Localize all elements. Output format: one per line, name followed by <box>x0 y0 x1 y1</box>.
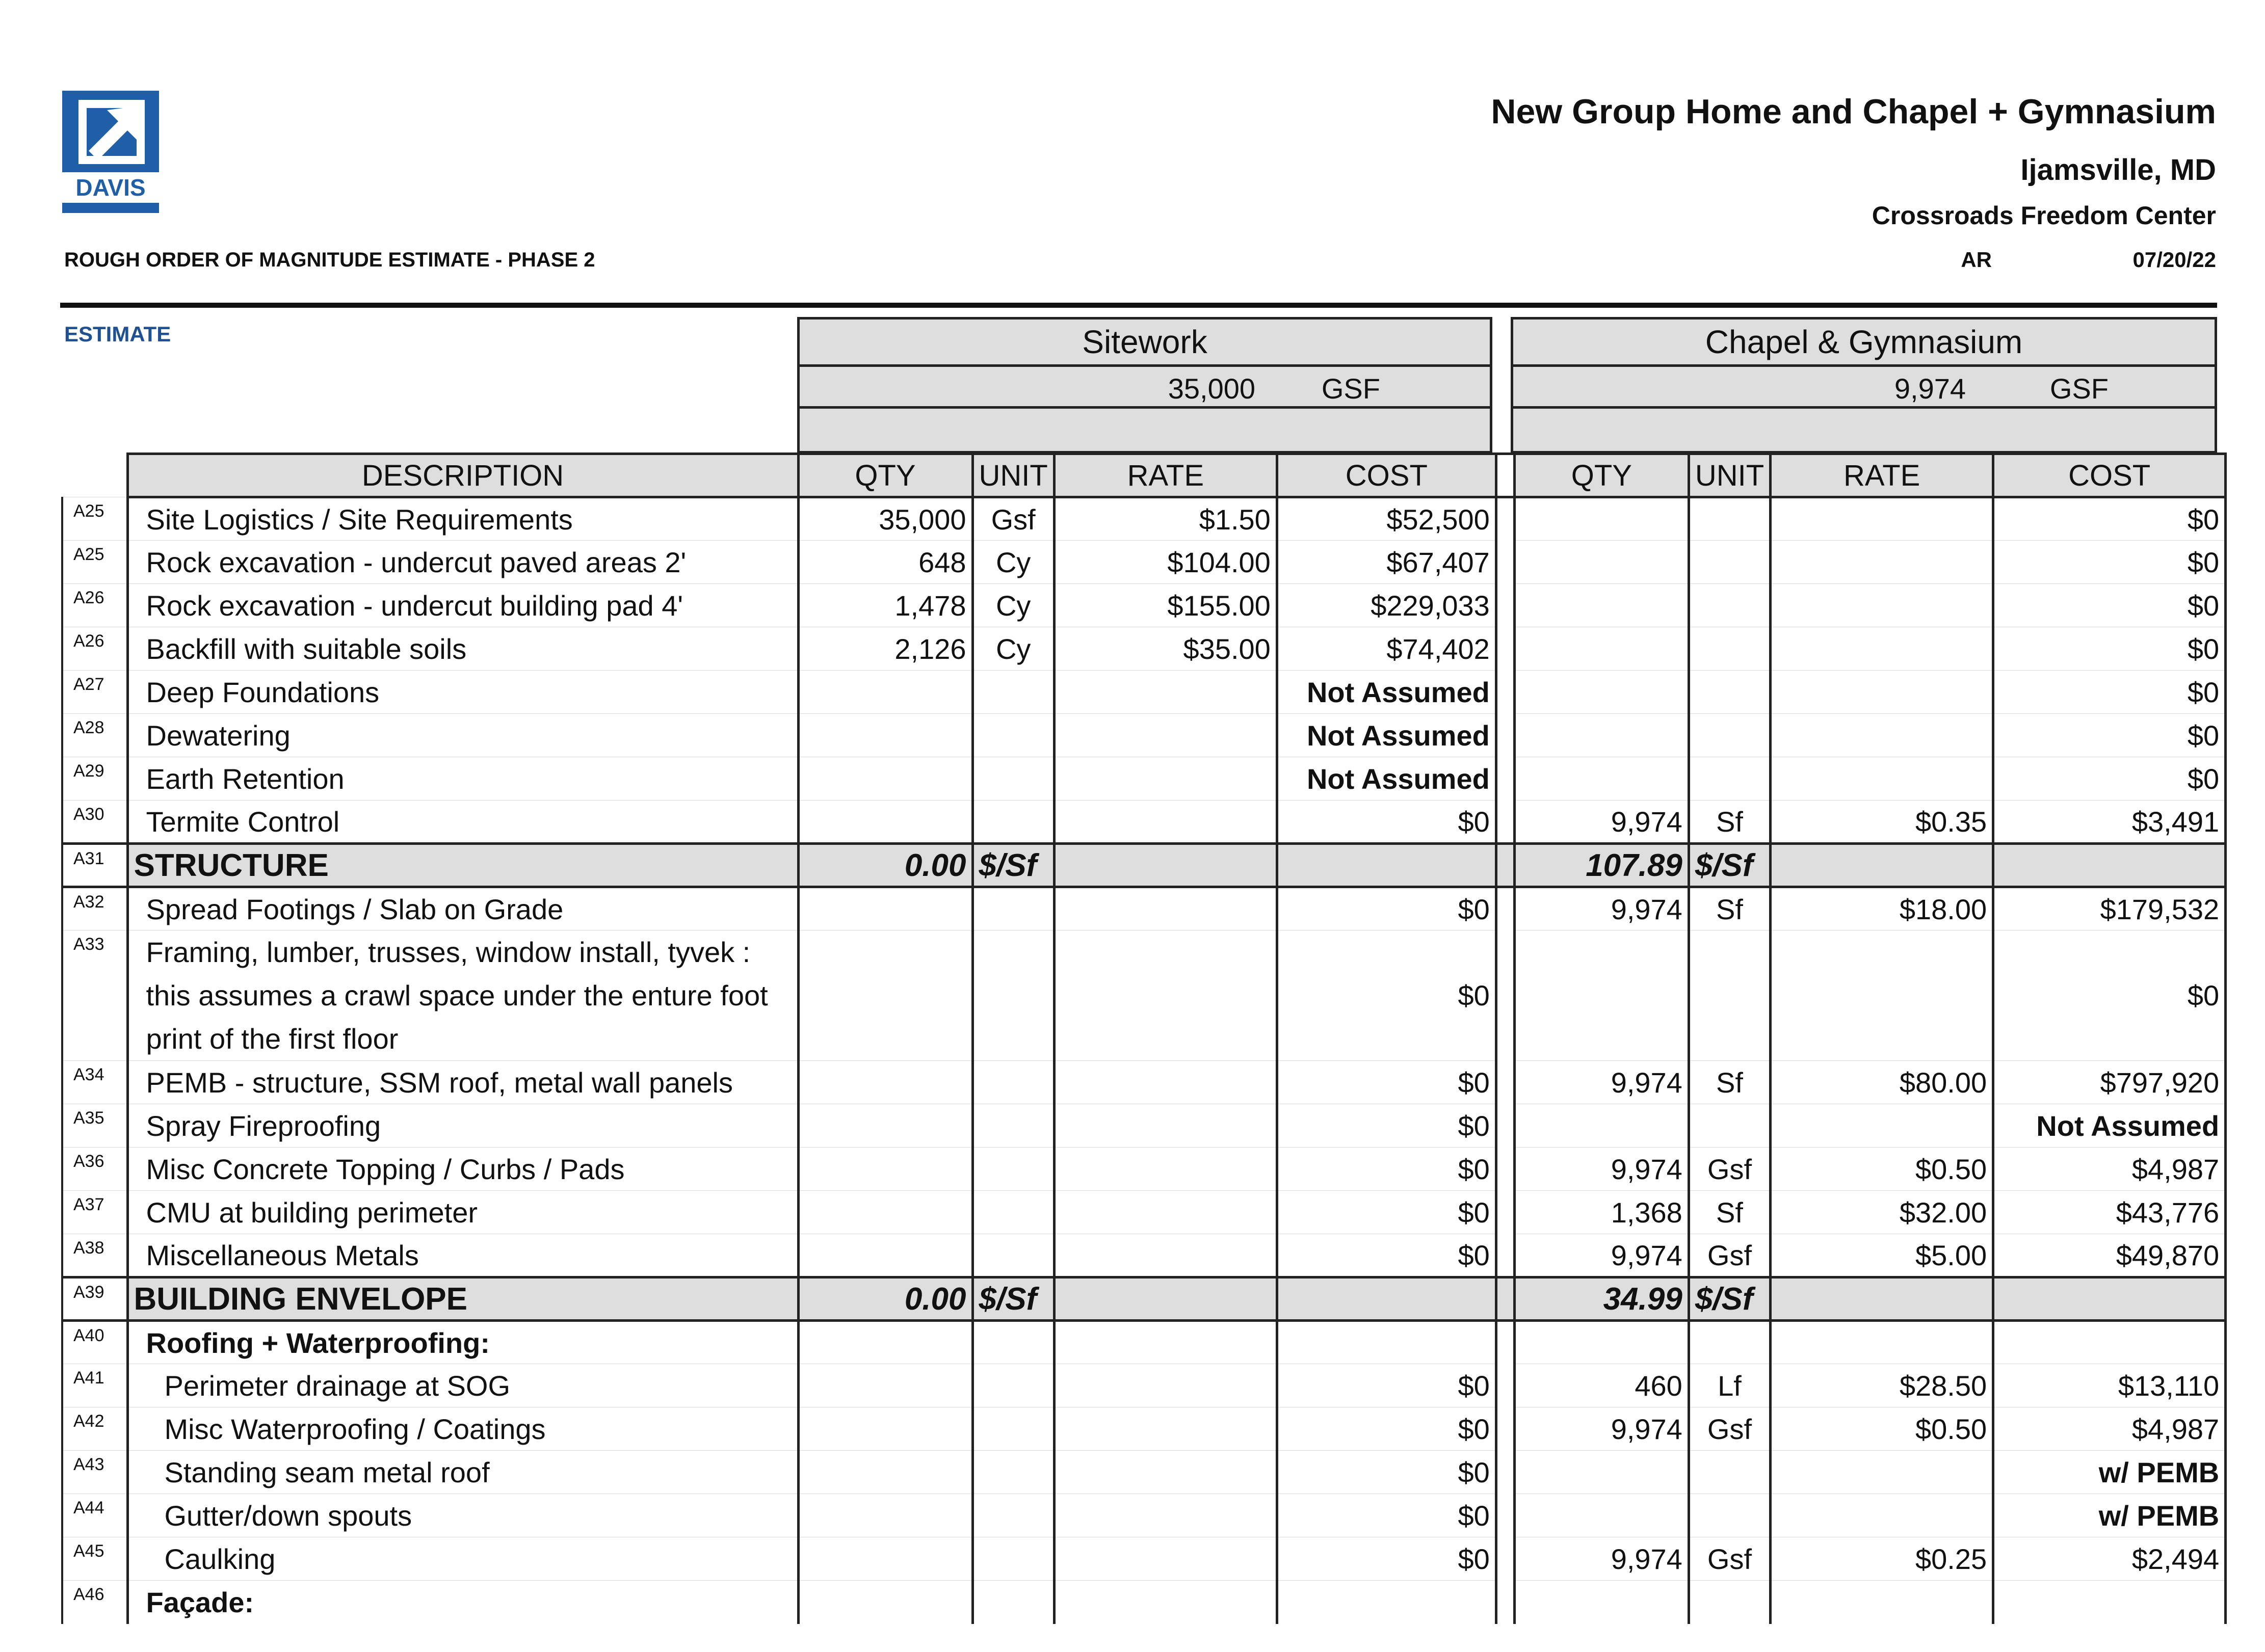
row-description: Earth Retention <box>127 757 798 801</box>
sitework-qty <box>798 887 972 930</box>
row-code: A27 <box>62 671 127 714</box>
chapel-unit <box>1689 757 1770 801</box>
sitework-cost: $0 <box>1277 1537 1496 1581</box>
chapel-cost: $4,987 <box>1993 1148 2226 1191</box>
davis-logo <box>62 91 159 213</box>
sitework-qty-header: QTY <box>798 454 972 497</box>
row-description: Dewatering <box>127 714 798 757</box>
row-code: A26 <box>62 627 127 671</box>
table-row <box>62 1148 2226 1191</box>
sitework-cost: $0 <box>1277 1451 1496 1494</box>
sitework-qty <box>798 1191 972 1234</box>
chapel-qty: 107.89 <box>1514 844 1689 887</box>
chapel-group-title: Chapel & Gymnasium <box>1511 317 2217 367</box>
row-description: Rock excavation - undercut paved areas 2' <box>127 541 798 584</box>
chapel-rate <box>1771 1451 1993 1494</box>
sitework-unit <box>972 1061 1054 1104</box>
chapel-cost: $797,920 <box>1993 1061 2226 1104</box>
chapel-qty <box>1514 671 1689 714</box>
section-row <box>62 844 2226 887</box>
chapel-rate: $5.00 <box>1771 1234 1993 1277</box>
sitework-rate: $155.00 <box>1054 584 1277 627</box>
sitework-rate <box>1054 1061 1277 1104</box>
chapel-cost: w/ PEMB <box>1993 1451 2226 1494</box>
chapel-qty <box>1514 757 1689 801</box>
sitework-unit <box>972 1494 1054 1537</box>
sitework-qty <box>798 1537 972 1581</box>
chapel-qty <box>1514 584 1689 627</box>
chapel-cost: $0 <box>1993 541 2226 584</box>
sitework-qty <box>798 930 972 1061</box>
sitework-area-band <box>797 367 1492 409</box>
chapel-unit <box>1689 584 1770 627</box>
chapel-rate <box>1771 541 1993 584</box>
chapel-area-band <box>1511 367 2217 409</box>
chapel-qty: 9,974 <box>1514 1061 1689 1104</box>
chapel-rate <box>1771 844 1993 887</box>
chapel-unit: Gsf <box>1689 1407 1770 1451</box>
sitework-unit <box>972 1364 1054 1407</box>
sitework-unit: Gsf <box>972 497 1054 541</box>
sitework-qty: 0.00 <box>798 1277 972 1321</box>
chapel-rate <box>1771 1581 1993 1624</box>
sitework-unit <box>972 1581 1054 1624</box>
sitework-qty <box>798 1581 972 1624</box>
sitework-rate <box>1054 1191 1277 1234</box>
sitework-rate <box>1054 1494 1277 1537</box>
chapel-cost: $0 <box>1993 930 2226 1061</box>
sitework-unit: Cy <box>972 627 1054 671</box>
sitework-unit-header: UNIT <box>972 454 1054 497</box>
chapel-unit <box>1689 541 1770 584</box>
sitework-rate <box>1054 757 1277 801</box>
table-row <box>62 757 2226 801</box>
logo-text: DAVIS <box>75 174 146 201</box>
table-row <box>62 671 2226 714</box>
chapel-area: 9,974 <box>1894 372 1966 405</box>
sitework-qty <box>798 1494 972 1537</box>
sitework-rate: $1.50 <box>1054 497 1277 541</box>
sitework-unit <box>972 757 1054 801</box>
table-row <box>62 801 2226 844</box>
chapel-qty-header: QTY <box>1514 454 1689 497</box>
chapel-unit-header: UNIT <box>1689 454 1770 497</box>
row-code: A34 <box>62 1061 127 1104</box>
row-code: A35 <box>62 1104 127 1148</box>
project-title: New Group Home and Chapel + Gymnasium <box>1491 92 2216 131</box>
sitework-qty <box>798 1407 972 1451</box>
row-description: Misc Waterproofing / Coatings <box>127 1407 798 1451</box>
chapel-unit: Sf <box>1689 887 1770 930</box>
chapel-unit <box>1689 1451 1770 1494</box>
table-row <box>62 1537 2226 1581</box>
sitework-cost: $0 <box>1277 930 1496 1061</box>
chapel-rate: $0.35 <box>1771 801 1993 844</box>
row-description: Standing seam metal roof <box>127 1451 798 1494</box>
sitework-rate <box>1054 930 1277 1061</box>
chapel-cost: $0 <box>1993 584 2226 627</box>
row-code: A45 <box>62 1537 127 1581</box>
chapel-rate: $0.50 <box>1771 1407 1993 1451</box>
table-row <box>62 497 2226 541</box>
table-row <box>62 1364 2226 1407</box>
chapel-unit <box>1689 1321 1770 1364</box>
chapel-qty: 9,974 <box>1514 1407 1689 1451</box>
sitework-rate <box>1054 1581 1277 1624</box>
chapel-cost: w/ PEMB <box>1993 1494 2226 1537</box>
sitework-qty: 2,126 <box>798 627 972 671</box>
table-row <box>62 541 2226 584</box>
chapel-qty <box>1514 497 1689 541</box>
chapel-cost: $0 <box>1993 627 2226 671</box>
sitework-qty: 648 <box>798 541 972 584</box>
sitework-cost: Not Assumed <box>1277 671 1496 714</box>
table-row <box>62 1321 2226 1364</box>
chapel-qty: 9,974 <box>1514 1234 1689 1277</box>
chapel-unit <box>1689 671 1770 714</box>
sitework-rate <box>1054 671 1277 714</box>
sitework-unit <box>972 1537 1054 1581</box>
chapel-unit: Sf <box>1689 801 1770 844</box>
sitework-rate <box>1054 844 1277 887</box>
chapel-rate: $80.00 <box>1771 1061 1993 1104</box>
column-header-row <box>62 454 2226 497</box>
table-row <box>62 930 2226 1061</box>
sitework-qty: 35,000 <box>798 497 972 541</box>
sitework-rate <box>1054 1148 1277 1191</box>
sitework-cost: $229,033 <box>1277 584 1496 627</box>
row-description: PEMB - structure, SSM roof, metal wall panels <box>127 1061 798 1104</box>
sitework-unit <box>972 1148 1054 1191</box>
sitework-cost <box>1277 1277 1496 1321</box>
chapel-unit: Gsf <box>1689 1234 1770 1277</box>
estimate-date: 07/20/22 <box>2132 248 2216 272</box>
sitework-unit <box>972 714 1054 757</box>
sitework-unit <box>972 801 1054 844</box>
sitework-area: 35,000 <box>1168 372 1255 405</box>
estimator-initials: AR <box>1961 248 1992 272</box>
chapel-qty <box>1514 1494 1689 1537</box>
row-description: Framing, lumber, trusses, window install, tyvek : this assumes a crawl space under the enture foot print of the first floor <box>127 930 798 1061</box>
sitework-qty <box>798 1104 972 1148</box>
sitework-rate: $35.00 <box>1054 627 1277 671</box>
sitework-cost: $0 <box>1277 1191 1496 1234</box>
chapel-unit <box>1689 497 1770 541</box>
sitework-qty <box>798 801 972 844</box>
sitework-area-unit: GSF <box>1321 372 1380 405</box>
chapel-qty <box>1514 1581 1689 1624</box>
sitework-qty <box>798 1364 972 1407</box>
row-description: Site Logistics / Site Requirements <box>127 497 798 541</box>
sitework-rate <box>1054 1104 1277 1148</box>
chapel-cost: $3,491 <box>1993 801 2226 844</box>
sitework-cost: $0 <box>1277 887 1496 930</box>
chapel-unit <box>1689 714 1770 757</box>
header-rule <box>60 303 2217 308</box>
row-code: A40 <box>62 1321 127 1364</box>
chapel-qty: 9,974 <box>1514 801 1689 844</box>
row-code: A46 <box>62 1581 127 1624</box>
row-description: Misc Concrete Topping / Curbs / Pads <box>127 1148 798 1191</box>
chapel-rate: $32.00 <box>1771 1191 1993 1234</box>
sitework-cost: $0 <box>1277 1148 1496 1191</box>
sitework-rate <box>1054 1537 1277 1581</box>
chapel-qty: 9,974 <box>1514 1148 1689 1191</box>
sitework-rate <box>1054 1364 1277 1407</box>
chapel-cost <box>1993 1277 2226 1321</box>
chapel-qty <box>1514 714 1689 757</box>
sitework-qty <box>798 714 972 757</box>
row-code: A26 <box>62 584 127 627</box>
document-title: ROUGH ORDER OF MAGNITUDE ESTIMATE - PHASE 2 <box>64 249 595 271</box>
sitework-qty <box>798 757 972 801</box>
client-name: Crossroads Freedom Center <box>1872 201 2216 230</box>
sitework-cost: Not Assumed <box>1277 714 1496 757</box>
sitework-rate: $104.00 <box>1054 541 1277 584</box>
chapel-rate <box>1771 1321 1993 1364</box>
row-description: BUILDING ENVELOPE <box>127 1277 798 1321</box>
sitework-rate <box>1054 714 1277 757</box>
row-code: A42 <box>62 1407 127 1451</box>
chapel-qty <box>1514 627 1689 671</box>
chapel-unit: Sf <box>1689 1191 1770 1234</box>
sitework-cost: $0 <box>1277 1407 1496 1451</box>
sitework-group-title: Sitework <box>797 317 1492 367</box>
sitework-cost: $0 <box>1277 1061 1496 1104</box>
row-code: A25 <box>62 497 127 541</box>
sitework-unit: $/Sf <box>972 1277 1054 1321</box>
sitework-qty <box>798 1148 972 1191</box>
sitework-rate <box>1054 1277 1277 1321</box>
sitework-cost-header: COST <box>1277 454 1496 497</box>
sitework-cost: $0 <box>1277 1364 1496 1407</box>
chapel-rate <box>1771 757 1993 801</box>
row-description: Rock excavation - undercut building pad 4' <box>127 584 798 627</box>
chapel-unit <box>1689 1494 1770 1537</box>
chapel-cost: $0 <box>1993 497 2226 541</box>
sitework-qty <box>798 1234 972 1277</box>
sitework-unit: Cy <box>972 584 1054 627</box>
sitework-qty <box>798 1061 972 1104</box>
chapel-rate <box>1771 497 1993 541</box>
chapel-unit: Sf <box>1689 1061 1770 1104</box>
chapel-unit: Gsf <box>1689 1148 1770 1191</box>
chapel-cost: $0 <box>1993 757 2226 801</box>
row-code: A33 <box>62 930 127 1061</box>
chapel-area-unit: GSF <box>2049 372 2109 405</box>
chapel-cost-header: COST <box>1993 454 2226 497</box>
chapel-qty <box>1514 1104 1689 1148</box>
chapel-qty: 34.99 <box>1514 1277 1689 1321</box>
chapel-rate <box>1771 627 1993 671</box>
row-description: Perimeter drainage at SOG <box>127 1364 798 1407</box>
sitework-unit <box>972 1104 1054 1148</box>
chapel-rate <box>1771 584 1993 627</box>
sitework-cost: $52,500 <box>1277 497 1496 541</box>
table-row <box>62 584 2226 627</box>
chapel-cost: $4,987 <box>1993 1407 2226 1451</box>
table-row <box>62 887 2226 930</box>
row-description: Roofing + Waterproofing: <box>127 1321 798 1364</box>
row-code: A38 <box>62 1234 127 1277</box>
row-description: Spray Fireproofing <box>127 1104 798 1148</box>
table-row <box>62 1061 2226 1104</box>
row-description: Deep Foundations <box>127 671 798 714</box>
chapel-cost: $0 <box>1993 714 2226 757</box>
chapel-qty: 460 <box>1514 1364 1689 1407</box>
chapel-rate <box>1771 1494 1993 1537</box>
row-description: STRUCTURE <box>127 844 798 887</box>
sitework-cost <box>1277 1321 1496 1364</box>
row-description: Spread Footings / Slab on Grade <box>127 887 798 930</box>
chapel-qty: 9,974 <box>1514 1537 1689 1581</box>
row-code: A44 <box>62 1494 127 1537</box>
row-code: A29 <box>62 757 127 801</box>
sitework-cost: $74,402 <box>1277 627 1496 671</box>
chapel-spacer-band <box>1511 409 2217 454</box>
sitework-cost: $0 <box>1277 1104 1496 1148</box>
sitework-unit <box>972 1234 1054 1277</box>
description-header: DESCRIPTION <box>127 454 798 497</box>
chapel-unit: Gsf <box>1689 1537 1770 1581</box>
sitework-spacer-band <box>797 409 1492 454</box>
chapel-rate <box>1771 1277 1993 1321</box>
chapel-unit: $/Sf <box>1689 1277 1770 1321</box>
row-description: Caulking <box>127 1537 798 1581</box>
chapel-unit <box>1689 627 1770 671</box>
row-description: Façade: <box>127 1581 798 1624</box>
sitework-rate <box>1054 887 1277 930</box>
row-code: A43 <box>62 1451 127 1494</box>
chapel-cost: $2,494 <box>1993 1537 2226 1581</box>
chapel-cost <box>1993 844 2226 887</box>
sitework-rate <box>1054 1407 1277 1451</box>
table-row <box>62 1191 2226 1234</box>
chapel-qty <box>1514 1321 1689 1364</box>
estimate-table <box>61 452 2227 1624</box>
row-description: Gutter/down spouts <box>127 1494 798 1537</box>
sitework-rate <box>1054 1451 1277 1494</box>
row-code: A30 <box>62 801 127 844</box>
chapel-rate-header: RATE <box>1771 454 1993 497</box>
sitework-unit <box>972 1451 1054 1494</box>
chapel-unit: $/Sf <box>1689 844 1770 887</box>
table-row <box>62 627 2226 671</box>
sitework-qty: 1,478 <box>798 584 972 627</box>
table-row <box>62 1234 2226 1277</box>
sitework-unit <box>972 1191 1054 1234</box>
row-code: A28 <box>62 714 127 757</box>
sitework-cost: Not Assumed <box>1277 757 1496 801</box>
chapel-cost: $179,532 <box>1993 887 2226 930</box>
sitework-unit <box>972 930 1054 1061</box>
chapel-unit <box>1689 1581 1770 1624</box>
table-row <box>62 1581 2226 1624</box>
section-row <box>62 1277 2226 1321</box>
table-row <box>62 1451 2226 1494</box>
chapel-unit: Lf <box>1689 1364 1770 1407</box>
row-description: CMU at building perimeter <box>127 1191 798 1234</box>
sitework-cost <box>1277 1581 1496 1624</box>
sitework-unit <box>972 671 1054 714</box>
sitework-qty <box>798 1321 972 1364</box>
sitework-qty <box>798 1451 972 1494</box>
table-row <box>62 1494 2226 1537</box>
table-row <box>62 1407 2226 1451</box>
sitework-cost: $0 <box>1277 1234 1496 1277</box>
sitework-qty: 0.00 <box>798 844 972 887</box>
chapel-qty <box>1514 541 1689 584</box>
sitework-qty <box>798 671 972 714</box>
row-code: A37 <box>62 1191 127 1234</box>
sitework-rate <box>1054 801 1277 844</box>
table-row <box>62 1104 2226 1148</box>
chapel-rate <box>1771 714 1993 757</box>
sitework-unit: $/Sf <box>972 844 1054 887</box>
chapel-qty: 1,368 <box>1514 1191 1689 1234</box>
sitework-rate <box>1054 1321 1277 1364</box>
chapel-unit <box>1689 930 1770 1061</box>
chapel-cost: $49,870 <box>1993 1234 2226 1277</box>
sitework-rate <box>1054 1234 1277 1277</box>
sitework-unit <box>972 1321 1054 1364</box>
chapel-rate: $0.50 <box>1771 1148 1993 1191</box>
sitework-cost: $0 <box>1277 801 1496 844</box>
row-code: A41 <box>62 1364 127 1407</box>
row-description: Backfill with suitable soils <box>127 627 798 671</box>
chapel-qty <box>1514 930 1689 1061</box>
chapel-rate: $0.25 <box>1771 1537 1993 1581</box>
row-code: A32 <box>62 887 127 930</box>
row-code: A36 <box>62 1148 127 1191</box>
chapel-rate: $18.00 <box>1771 887 1993 930</box>
davis-logo-mark <box>62 91 159 213</box>
sitework-unit: Cy <box>972 541 1054 584</box>
row-code: A31 <box>62 844 127 887</box>
estimate-label: ESTIMATE <box>64 322 171 346</box>
sitework-cost <box>1277 844 1496 887</box>
chapel-rate: $28.50 <box>1771 1364 1993 1407</box>
chapel-unit <box>1689 1104 1770 1148</box>
chapel-rate <box>1771 930 1993 1061</box>
sitework-cost: $0 <box>1277 1494 1496 1537</box>
sitework-cost: $67,407 <box>1277 541 1496 584</box>
chapel-qty: 9,974 <box>1514 887 1689 930</box>
sitework-unit <box>972 887 1054 930</box>
row-code: A39 <box>62 1277 127 1321</box>
row-description: Miscellaneous Metals <box>127 1234 798 1277</box>
chapel-cost <box>1993 1321 2226 1364</box>
chapel-cost: $13,110 <box>1993 1364 2226 1407</box>
row-description: Termite Control <box>127 801 798 844</box>
chapel-rate <box>1771 1104 1993 1148</box>
project-location: Ijamsville, MD <box>2020 153 2216 186</box>
chapel-cost <box>1993 1581 2226 1624</box>
table-row <box>62 714 2226 757</box>
chapel-qty <box>1514 1451 1689 1494</box>
row-code: A25 <box>62 541 127 584</box>
chapel-cost: $43,776 <box>1993 1191 2226 1234</box>
sitework-unit <box>972 1407 1054 1451</box>
chapel-cost: Not Assumed <box>1993 1104 2226 1148</box>
chapel-rate <box>1771 671 1993 714</box>
chapel-cost: $0 <box>1993 671 2226 714</box>
sitework-rate-header: RATE <box>1054 454 1277 497</box>
